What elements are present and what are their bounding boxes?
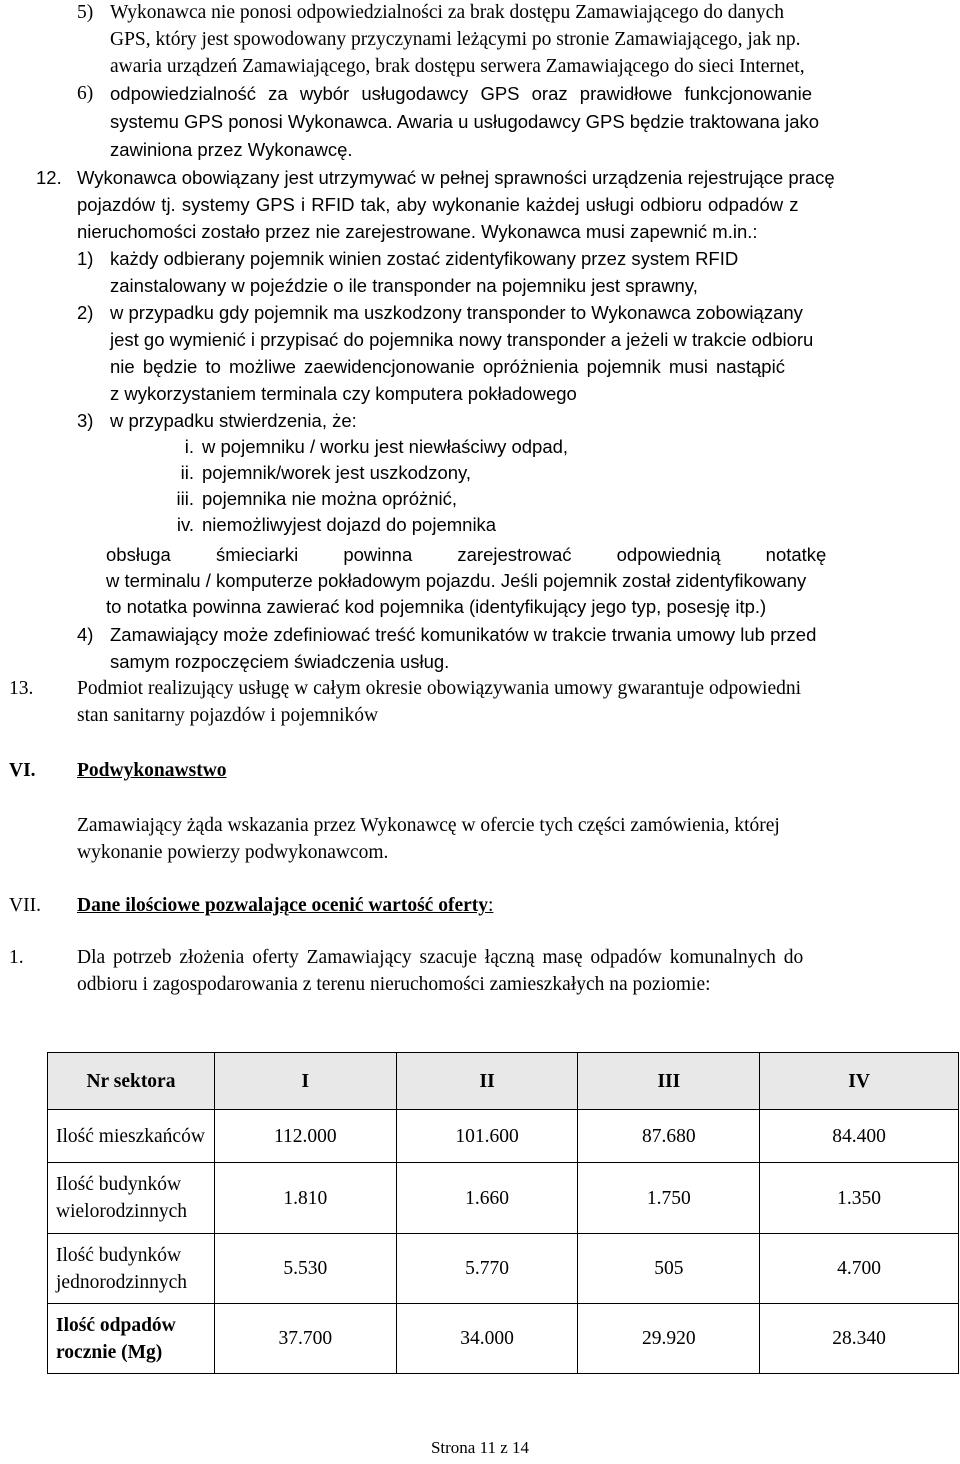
sub3-item: pojemnika nie można opróżnić, [202, 488, 458, 509]
item6-line3: zawiniona przez Wykonawcę. [110, 139, 353, 160]
section-title: Dane ilościowe pozwalające ocenić wartość oferty: [77, 895, 494, 916]
table-row-label: Ilość budynków wielorodzinnych [48, 1163, 215, 1234]
section-number: VII. [9, 895, 41, 916]
sub-number: 4) [77, 624, 94, 645]
point1-line1: Dla potrzeb złożenia oferty Zamawiający szacuje łączną masę odpadów komunalnych do [77, 947, 804, 968]
table-cell: 1.660 [396, 1163, 578, 1234]
table-row-label: Ilość odpadów rocznie (Mg) [48, 1304, 215, 1374]
table-cell: 84.400 [760, 1110, 959, 1163]
sub3-item: w pojemniku / worku jest niewłaściwy odpad, [202, 436, 569, 457]
section6-line1: Zamawiający żąda wskazania przez Wykonawcę w ofercie tych części zamówienia, której [77, 815, 780, 836]
item13-line2: stan sanitarny pojazdów i pojemników [77, 705, 379, 726]
table-header-cell: I [214, 1053, 396, 1110]
sub3-item: niemożliwyjest dojazd do pojemnika [202, 514, 497, 535]
table-cell: 28.340 [760, 1304, 959, 1374]
table-header-cell: III [578, 1053, 760, 1110]
table-header-cell: II [396, 1053, 578, 1110]
sub2-line4: z wykorzystaniem terminala czy komputera pokładowego [110, 383, 577, 404]
roman-number: i. [184, 436, 194, 457]
sub3-after-line3: to notatka powinna zawierać kod pojemnika (identyfikujący jego typ, posesję itp.) [106, 596, 767, 617]
table-row [48, 1110, 959, 1163]
sub4-line2: samym rozpoczęciem świadczenia usług. [110, 651, 450, 672]
section-title: Podwykonawstwo [77, 760, 227, 781]
table-header-cell: Nr sektora [48, 1053, 215, 1110]
item13-line1: Podmiot realizujący usługę w całym okresie obowiązywania umowy gwarantuje odpowiedni [77, 678, 802, 699]
item5-line1: Wykonawca nie ponosi odpowiedzialności za brak dostępu Zamawiającego do danych [110, 2, 785, 23]
point-number: 1. [9, 947, 24, 968]
item6-line1: odpowiedzialność za wybór usługodawcy GPS oraz prawidłowe funkcjonowanie [110, 83, 812, 104]
table-cell: 1.750 [578, 1163, 760, 1234]
sub1-line1: każdy odbierany pojemnik winien zostać zidentyfikowany przez system RFID [110, 248, 739, 269]
sub2-line2: jest go wymienić i przypisać do pojemnika nowy transponder a jeżeli w trakcie odbioru [110, 329, 814, 350]
sub-number: 1) [77, 248, 94, 269]
section-number: VI. [9, 760, 36, 781]
table-row-label: Ilość budynków jednorodzinnych [48, 1234, 215, 1304]
roman-number: ii. [180, 462, 194, 483]
item12-line1: Wykonawca obowiązany jest utrzymywać w pełnej sprawności urządzenia rejestrujące pracę [77, 167, 835, 188]
table-cell: 34.000 [396, 1304, 578, 1374]
table-header-cell: IV [760, 1053, 959, 1110]
item-number: 13. [9, 678, 34, 699]
table-cell: 5.530 [214, 1234, 396, 1304]
roman-number: iv. [176, 514, 194, 535]
table-cell: 1.350 [760, 1163, 959, 1234]
table-cell: 87.680 [578, 1110, 760, 1163]
table-row [48, 1304, 959, 1374]
section6-line2: wykonanie powierzy podwykonawcom. [77, 842, 389, 863]
table-cell: 29.920 [578, 1304, 760, 1374]
table-row [48, 1163, 959, 1234]
item5-line2: GPS, który jest spowodowany przyczynami leżącymi po stronie Zamawiającego, jak np. [110, 29, 801, 50]
item12-line2: pojazdów tj. systemy GPS i RFID tak, aby wykonanie każdej usługi odbioru odpadów z [77, 194, 799, 215]
table-cell: 112.000 [214, 1110, 396, 1163]
sub1-line2: zainstalowany w pojeździe o ile transponder na pojemniku jest sprawny, [110, 275, 698, 296]
table-cell: 1.810 [214, 1163, 396, 1234]
item-number: 12. [36, 167, 62, 188]
page-footer: Strona 11 z 14 [430, 1438, 530, 1457]
table-cell: 4.700 [760, 1234, 959, 1304]
item5-line3: awaria urządzeń Zamawiającego, brak dostępu serwera Zamawiającego do sieci Internet, [110, 56, 805, 77]
data-table [47, 1052, 959, 1374]
table-row [48, 1234, 959, 1304]
sub2-line1: w przypadku gdy pojemnik ma uszkodzony transponder to Wykonawca zobowiązany [110, 302, 803, 323]
table-cell: 5.770 [396, 1234, 578, 1304]
item-number: 5) [77, 2, 94, 23]
table-cell: 505 [578, 1234, 760, 1304]
sub-number: 2) [77, 302, 94, 323]
item6-line2: systemu GPS ponosi Wykonawca. Awaria u usługodawcy GPS będzie traktowana jako [110, 111, 820, 132]
sub4-line1: Zamawiający może zdefiniować treść komunikatów w trakcie trwania umowy lub przed [110, 624, 817, 645]
table-cell: 37.700 [214, 1304, 396, 1374]
sub3-item: pojemnik/worek jest uszkodzony, [202, 462, 472, 483]
sub2-line3: nie będzie to możliwe zaewidencjonowanie opróżnienia pojemnik musi nastąpić [110, 356, 785, 377]
item12-line3: nieruchomości zostało przez nie zarejestrowane. Wykonawca musi zapewnić m.in.: [77, 221, 758, 242]
roman-number: iii. [176, 488, 194, 509]
table-row-label: Ilość mieszkańców [48, 1110, 215, 1163]
sub-number: 3) [77, 410, 94, 431]
point1-line2: odbioru i zagospodarowania z terenu nieruchomości zamieszkałych na poziomie: [77, 974, 711, 995]
table-header-row [48, 1053, 959, 1110]
sub3-after-line1: obsługa śmieciarki powinna zarejestrować odpowiednią notatkę [106, 544, 827, 565]
item-number: 6) [77, 83, 94, 104]
table-cell: 101.600 [396, 1110, 578, 1163]
sub3-line: w przypadku stwierdzenia, że: [110, 410, 357, 431]
sub3-after-line2: w terminalu / komputerze pokładowym pojazdu. Jeśli pojemnik został zidentyfikowany [106, 570, 807, 591]
